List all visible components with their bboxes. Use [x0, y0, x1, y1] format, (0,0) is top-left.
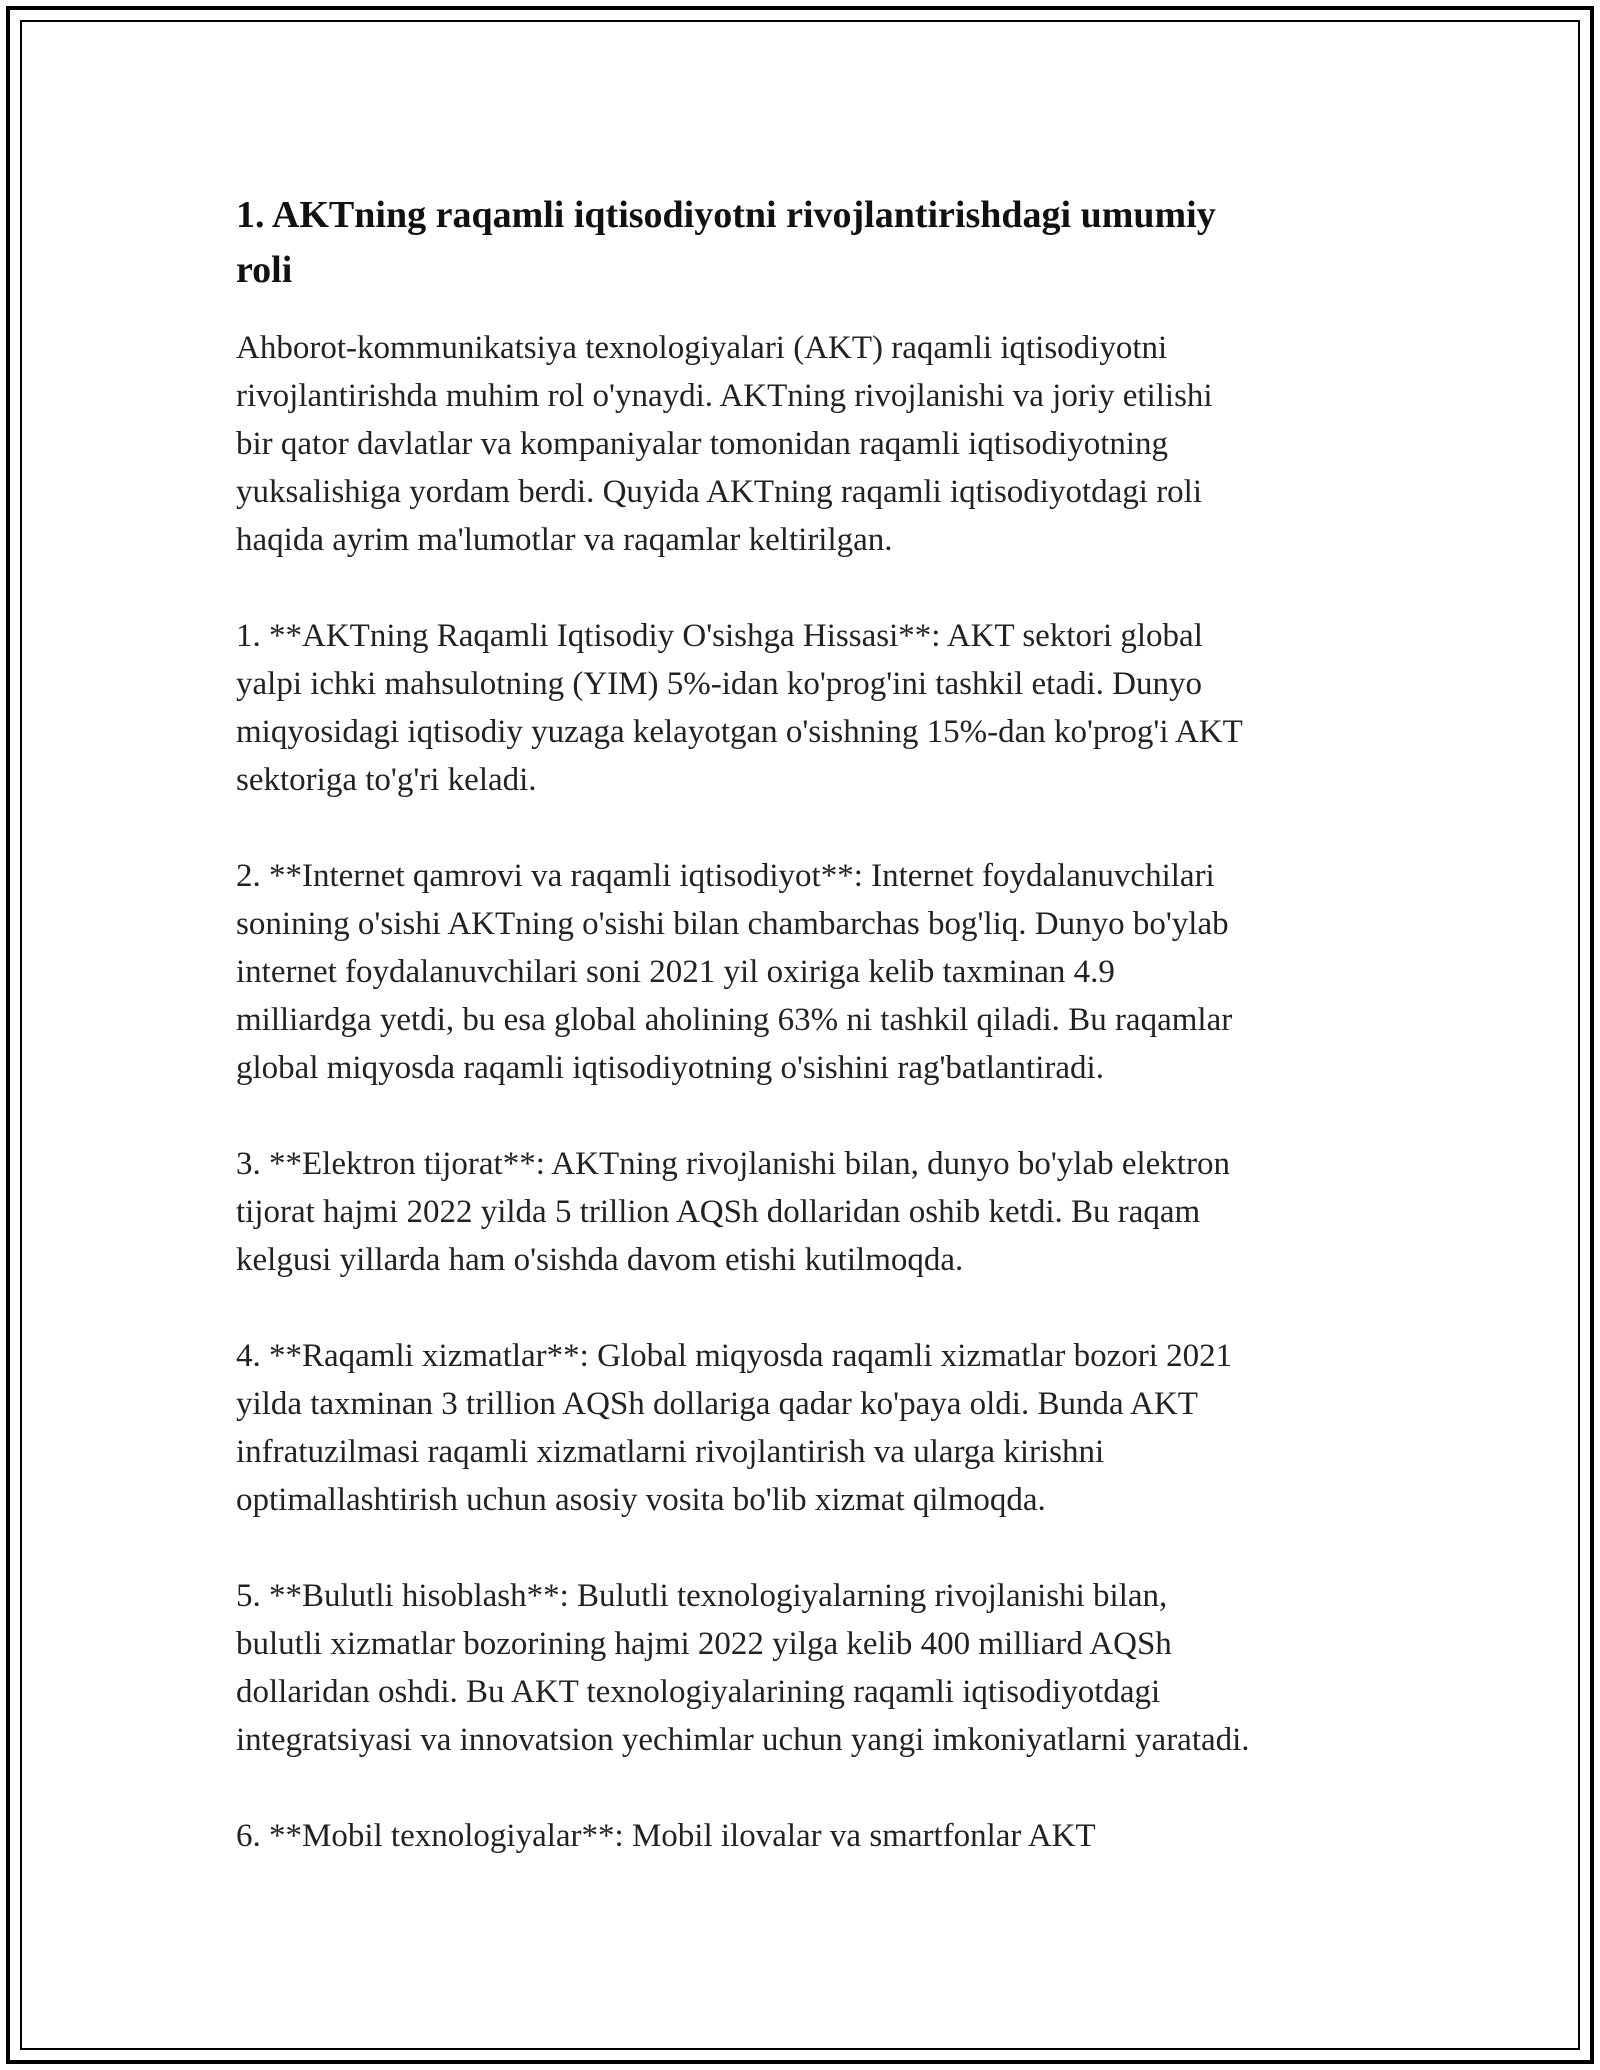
text-line: 2. **Internet qamrovi va raqamli iqtisodiyot**: Internet foydalanuvchilari — [236, 858, 1215, 894]
text-line: tijorat hajmi 2022 yilda 5 trillion AQSh dollaridan oshib ketdi. Bu raqam — [236, 1194, 1201, 1230]
text-line: integratsiyasi va innovatsion yechimlar uchun yangi imkoniyatlarni yaratadi. — [236, 1722, 1250, 1758]
text-line: internet foydalanuvchilari soni 2021 yil oxiriga kelib taxminan 4.9 — [236, 954, 1115, 990]
document-body — [236, 188, 1366, 1908]
text-line: bir qator davlatlar va kompaniyalar tomonidan raqamli iqtisodiyotning — [236, 426, 1169, 462]
text-line: 1. **AKTning Raqamli Iqtisodiy O'sishga Hissasi**: AKT sektori global — [236, 618, 1203, 654]
list-item-5 — [236, 1572, 1366, 1764]
text-line: optimallashtirish uchun asosiy vosita bo'lib xizmat qilmoqda. — [236, 1482, 1046, 1518]
text-line: haqida ayrim ma'lumotlar va raqamlar keltirilgan. — [236, 522, 893, 558]
list-item-1 — [236, 612, 1366, 804]
intro-paragraph — [236, 324, 1366, 564]
text-line: yilda taxminan 3 trillion AQSh dollariga qadar ko'paya oldi. Bunda AKT — [236, 1386, 1198, 1422]
text-line: yuksalishiga yordam berdi. Quyida AKTning raqamli iqtisodiyotdagi roli — [236, 474, 1203, 510]
text-line: miqyosidagi iqtisodiy yuzaga kelayotgan o'sishning 15%-dan ko'prog'i AKT — [236, 714, 1243, 750]
text-line: rivojlantirishda muhim rol o'ynaydi. AKTning rivojlanishi va joriy etilishi — [236, 378, 1213, 414]
text-line: 4. **Raqamli xizmatlar**: Global miqyosda raqamli xizmatlar bozori 2021 — [236, 1338, 1233, 1374]
text-line: bulutli xizmatlar bozorining hajmi 2022 yilga kelib 400 milliard AQSh — [236, 1626, 1172, 1662]
text-line: infratuzilmasi raqamli xizmatlarni rivojlantirish va ularga kirishni — [236, 1434, 1105, 1470]
text-line: sektoriga to'g'ri keladi. — [236, 762, 537, 798]
text-line: Ahborot-kommunikatsiya texnologiyalari (AKT) raqamli iqtisodiyotni — [236, 330, 1168, 366]
text-line: yalpi ichki mahsulotning (YIM) 5%-idan ko'prog'ini tashkil etadi. Dunyo — [236, 666, 1202, 702]
text-line: sonining o'sishi AKTning o'sishi bilan chambarchas bog'liq. Dunyo bo'ylab — [236, 906, 1229, 942]
text-line: global miqyosda raqamli iqtisodiyotning o'sishini rag'batlantiradi. — [236, 1050, 1104, 1086]
text-line: milliardga yetdi, bu esa global aholining 63% ni tashkil qiladi. Bu raqamlar — [236, 1002, 1233, 1038]
section-heading — [236, 188, 1366, 298]
heading-line: 1. AKTning raqamli iqtisodiyotni rivojlantirishdagi umumiy — [236, 194, 1216, 236]
heading-line: roli — [236, 249, 293, 291]
text-line: dollaridan oshdi. Bu AKT texnologiyalarining raqamli iqtisodiyotdagi — [236, 1674, 1161, 1710]
list-item-4 — [236, 1332, 1366, 1524]
list-item-6 — [236, 1812, 1366, 1860]
text-line: 5. **Bulutli hisoblash**: Bulutli texnologiyalarning rivojlanishi bilan, — [236, 1578, 1168, 1614]
text-line: 3. **Elektron tijorat**: AKTning rivojlanishi bilan, dunyo bo'ylab elektron — [236, 1146, 1230, 1182]
text-line: kelgusi yillarda ham o'sishda davom etishi kutilmoqda. — [236, 1242, 964, 1278]
list-item-2 — [236, 852, 1366, 1092]
text-line: 6. **Mobil texnologiyalar**: Mobil ilovalar va smartfonlar AKT — [236, 1818, 1096, 1854]
list-item-3 — [236, 1140, 1366, 1284]
